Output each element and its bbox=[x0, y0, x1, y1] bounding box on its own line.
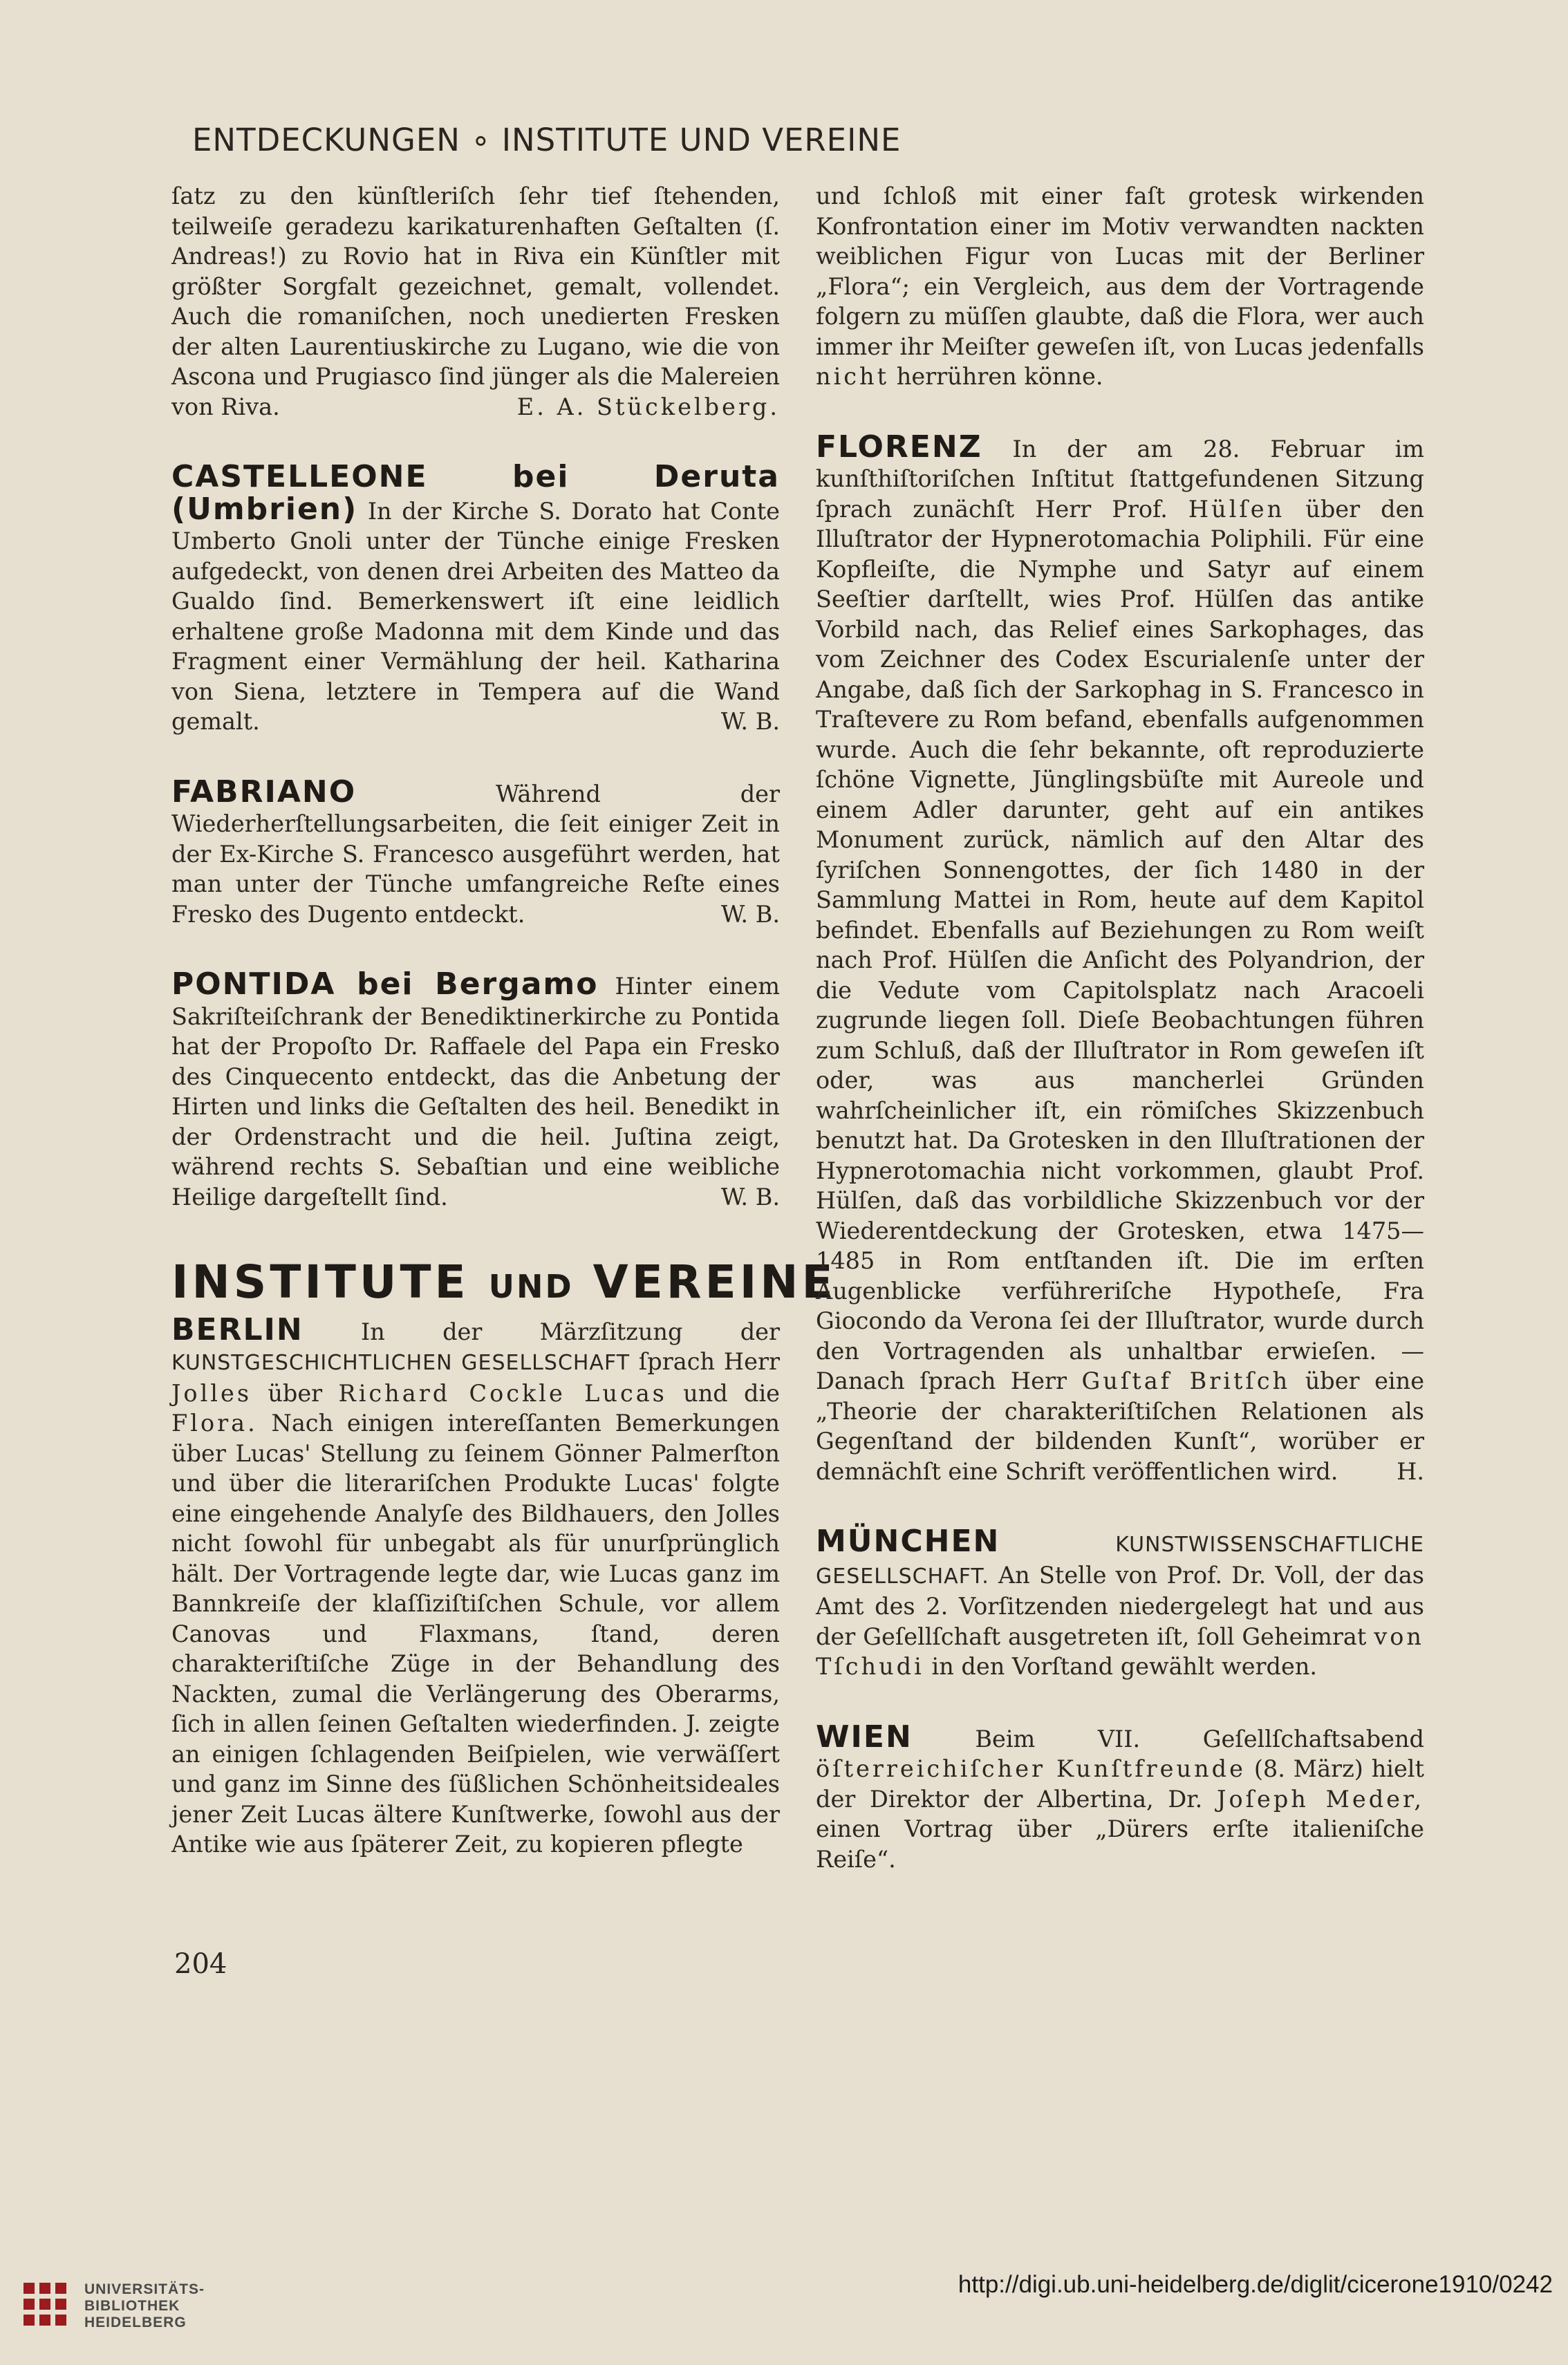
article-text: Während der Wiederherſtellungsarbeiten, die ſeit einiger Zeit in der Ex-Kirche S. Francesco ausgeführt werden, hat man unter der Tünche umfangreiche Reſte eines Fresko des Dugento entdeckt. bbox=[171, 780, 780, 928]
library-name-line: BIBLIOTHEK bbox=[84, 2298, 180, 2314]
library-logo[interactable] bbox=[21, 2274, 221, 2350]
article-text: Beim VII. Geſellſchaftsabend bbox=[975, 1725, 1424, 1752]
author-signature: W. B. bbox=[720, 900, 780, 928]
society-name: KUNSTWISSENSCHAFTLICHE GESELLSCHAFT. bbox=[816, 1533, 1424, 1589]
permalink-url[interactable]: http://digi.ub.uni-heidelberg.de/diglit/cicerone1910/0242 bbox=[958, 2271, 1553, 2298]
article-text: An Stelle von Prof. Dr. Voll, der das Amt des 2. Vorſitzenden niedergelegt hat und aus der Geſellſchaft ausgetreten iſt, ſoll Geheimrat bbox=[816, 1561, 1424, 1650]
author-signature: W. B. bbox=[720, 1183, 780, 1210]
article-heading: CASTELLEONE bei Deruta (Umbrien) bbox=[171, 459, 780, 527]
article-text: und die bbox=[683, 1379, 781, 1407]
article-text: ſprach Herr bbox=[638, 1348, 780, 1375]
article-text: (8. März) hielt der Direktor der Albertina, Dr. bbox=[816, 1755, 1424, 1813]
person-name: Richard Cockle Lucas bbox=[338, 1379, 667, 1407]
article-text: über den Illuſtrator der Hypnerotomachia Poliphili. Für eine Kopfleiſte, die Nymphe und Satyr auf einem Seeſtier darſtellt, wies Prof. Hülſen das antike Vorbild nach, das Relief eines Sarkophages, das vom Zeichner des Codex Escurialenſe unter der Angabe, daß ſich der Sarkophag in S. Francesco in Traſtevere zu Rom befand, ebenfalls aufgenommen wurde. Auch die ſehr bekannte, oft reproduzierte ſchöne Vignette, Jünglingsbüſte mit Aureole und einem Adler darunter, geht auf ein antikes Monument zurück, nämlich auf den Altar des ſyriſchen Sonnengottes, der ſich 1480 in der Sammlung Mattei in Rom, heute auf dem Kapitol befindet. Ebenfalls auf Beziehungen zu Rom weiſt nach Prof. Hülſen die Anſicht des Polyandrion, der die Vedute vom Capitolsplatz nach Aracoeli zugrunde liegen ſoll. Dieſe Beobachtungen führen zum Schluß, daß der Illuſtrator in Rom geweſen iſt oder, was aus mancherlei Gründen wahrſcheinlicher iſt, ein römiſches Skizzenbuch benutzt hat. Da Grotesken in den Illuſtrationen der Hypnerotomachia nicht vorkommen, glaubt Prof. Hülſen, daß das vorbildliche Skizzenbuch vor der Wiederentdeckung der Grotesken, etwa 1475—1485 in Rom entſtanden iſt. Die im erſten Augenblicke verführeriſche Hypotheſe, Fra Giocondo da Verona ſei der Illuſtrator, wurde durch den Vortragenden als unhaltbar erwieſen. — Danach ſprach Herr bbox=[816, 495, 1424, 1394]
article-muenchen bbox=[816, 1526, 1424, 1682]
article-heading: FABRIANO bbox=[171, 774, 357, 810]
left-column bbox=[171, 181, 837, 1860]
article-text: Hinter einem Sakriſteiſchrank der Benediktinerkirche zu Pontida hat der Propoſto Dr. Raffaele del Papa ein Fresko des Cinquecento entdeckt, das die Anbetung der Hirten und links die Geſtalten des heil. Benedikt in der Ordenstracht und die heil. Juſtina zeigt, während rechts S. Sebaſtian und eine weibliche Heilige dargeſtellt ſind. bbox=[171, 973, 780, 1210]
article-text: ſatz zu den künſtleriſch ſehr tief ſtehenden, teilweiſe geradezu karikaturenhaften Geſtalten (ſ. Andreas!) zu Rovio hat in Riva ein Künſtler mit größter Sorgfalt gezeichnet, gemalt, vollendet. Auch die romaniſchen, noch unedierten Fresken der alten Laurentiuskirche zu Lugano, wie die von Ascona und Prugiasco ſind jünger als die Malereien von Riva. bbox=[171, 183, 780, 420]
section-title bbox=[171, 1255, 837, 1309]
article-continuation bbox=[816, 181, 1424, 392]
article-text: in den Vorſtand gewählt werden. bbox=[931, 1653, 1318, 1680]
person-name: Guſtaf Britſch bbox=[1081, 1367, 1291, 1394]
article-text: einen Vortrag über „Dürers erſte italieniſche Reiſe“. bbox=[816, 1815, 1424, 1873]
person-name: Hülſen bbox=[1188, 495, 1285, 523]
article-heading: WIEN bbox=[816, 1719, 913, 1755]
article-fabriano bbox=[171, 774, 780, 930]
article-text: In der am 28. Februar im kunſthiſtoriſchen Inſtitut ſtattgefundenen Sitzung ſprach zunächſt Herr Prof. bbox=[816, 435, 1425, 523]
author-signature: E. A. Stückelberg. bbox=[516, 393, 780, 420]
library-name-line: HEIDELBERG bbox=[84, 2315, 187, 2330]
author-signature: W. B. bbox=[720, 708, 780, 735]
artwork-name: Flora. bbox=[171, 1410, 258, 1437]
article-heading: MÜNCHEN bbox=[816, 1524, 1000, 1559]
article-text: und ſchloß mit einer faſt grotesk wirkenden Konfrontation einer im Motiv verwandten nackten weiblichen Figur von Lucas mit der Berliner „Flora“; ein Vergleich, aus dem der Vortragende folgern zu müſſen glaubte, daß die Flora, wer auch immer ihr Meiſter geweſen iſt, von Lucas jedenfalls bbox=[816, 183, 1424, 360]
page-number: 204 bbox=[174, 1948, 227, 1980]
society-name: öſterreichiſcher Kunſtfreunde bbox=[816, 1755, 1246, 1782]
person-name: von Tſchudi bbox=[816, 1623, 1424, 1680]
emphasis: nicht bbox=[816, 363, 890, 390]
article-berlin bbox=[171, 1311, 781, 1860]
article-wien bbox=[816, 1719, 1424, 1875]
article-heading: PONTIDA bei Bergamo bbox=[171, 966, 599, 1002]
author-signature: H. bbox=[1397, 1457, 1424, 1485]
article-florenz bbox=[816, 429, 1425, 1487]
person-name: Joſeph Meder, bbox=[1217, 1785, 1424, 1813]
article-text: In der Märzſitzung der bbox=[361, 1318, 780, 1345]
article-text: In der Kirche S. Dorato hat Conte Umberto Gnoli unter der Tünche einige Fresken aufgedeckt, von denen drei Arbeiten des Matteo da Gualdo ſind. Bemerkenswert iſt eine leidlich erhaltene große Madonna mit dem Kinde und das Fragment einer Vermählung der heil. Katharina von Siena, letztere in Tempera auf die Wand gemalt. bbox=[171, 497, 780, 735]
person-name: Jolles bbox=[171, 1379, 252, 1407]
article-castelleone bbox=[171, 459, 780, 737]
article-text: Nach einigen intereſſanten Bemerkungen über Lucas' Stellung zu ſeinem Gönner Palmerſton und über die literariſchen Produkte Lucas' folgte eine eingehende Analyſe des Bildhauers, den Jolles nicht ſowohl für unbegabt als für unurſprünglich hält. Der Vortragende legte dar, wie Lucas ganz im Bannkreiſe der klaſſiziſtiſchen Schule, vor allem Canovas und Flaxmans, ſtand, deren charakteriſtiſche Züge in der Behandlung des Nackten, zumal die Verlängerung des Oberarms, ſich in allen ſeinen Geſtalten wiederfinden. J. zeigte an einigen ſchlagenden Beiſpielen, wie verwäſſert und ganz im Sinne des ſüßlichen Schönheitsideales jener Zeit Lucas ältere Kunſtwerke, ſowohl aus der Antike wie aus ſpäterer Zeit, zu kopieren pflegte bbox=[171, 1410, 780, 1858]
right-column bbox=[816, 181, 1424, 1874]
heidelberg-university-library-logo-icon bbox=[21, 2280, 69, 2328]
article-text: über eine „Theorie der charakteriſtiſchen Relationen als Gegenſtand der bildenden Kunſt“, worüber er demnächſt eine Schrift veröffentlichen wird. bbox=[816, 1367, 1425, 1485]
section-title-word: VEREINE bbox=[592, 1255, 837, 1309]
article-text: über bbox=[268, 1379, 323, 1407]
article-continuation bbox=[171, 181, 780, 422]
article-heading: FLORENZ bbox=[816, 429, 982, 465]
library-name-line: UNIVERSITÄTS- bbox=[84, 2281, 205, 2297]
running-header: ENTDECKUNGEN ∘ INSTITUTE UND VEREINE bbox=[192, 122, 902, 158]
society-name: KUNSTGESCHICHTLICHEN GESELLSCHAFT bbox=[171, 1351, 631, 1375]
section-title-word: INSTITUTE bbox=[171, 1255, 469, 1309]
article-pontida bbox=[171, 966, 780, 1212]
article-text: herrühren könne. bbox=[896, 363, 1103, 390]
section-title-conjunction: UND bbox=[488, 1268, 574, 1305]
library-name bbox=[84, 2281, 205, 2331]
article-heading: BERLIN bbox=[171, 1311, 304, 1347]
